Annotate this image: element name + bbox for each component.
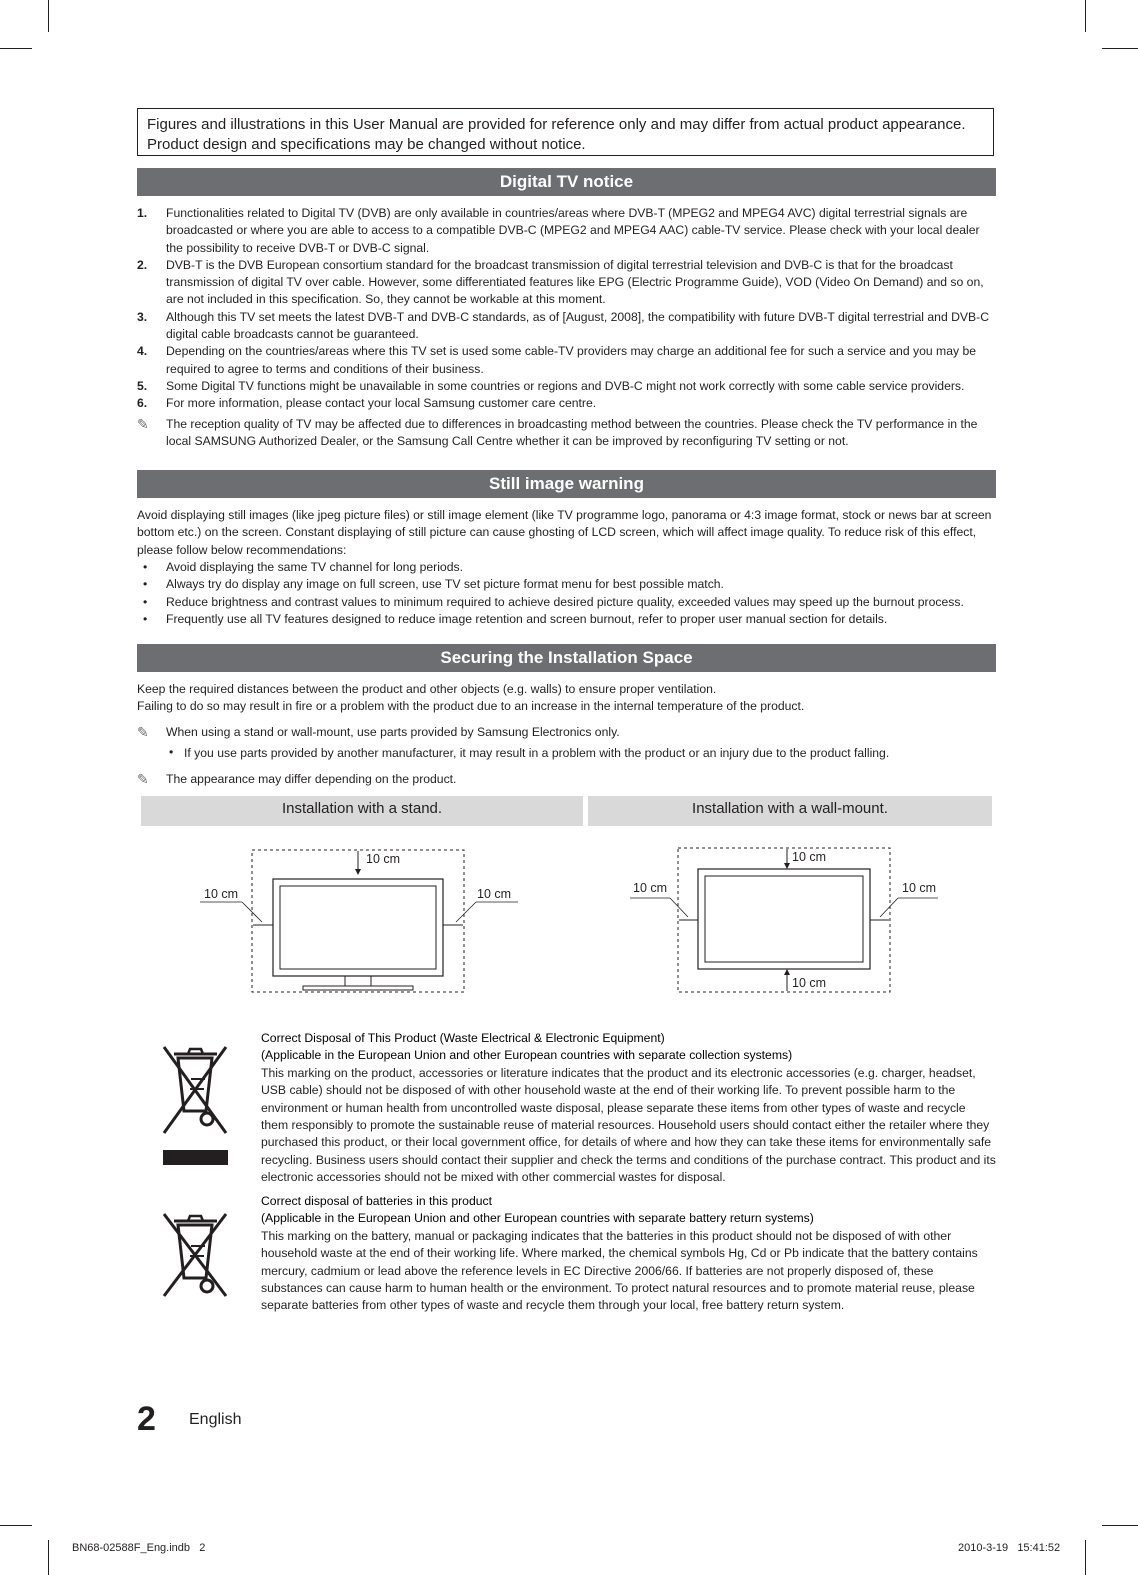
item-text: DVB-T is the DVB European consortium standard for the broadcast transmission of digital terrestrial television and DVB-C is that for the broadcast transmission of digital TV over cable. However, some differentiated features like EPG (Electric Programme Guide), VOD (Video On Demand) and so on, are not included in this specification. So, they cannot be workable at this moment. xyxy=(166,257,984,307)
item-text: For more information, please contact your local Samsung customer care centre. xyxy=(166,396,597,411)
weee-title: Correct Disposal of This Product (Waste Electrical & Electronic Equipment) xyxy=(261,1031,665,1045)
note-text: When using a stand or wall-mount, use parts provided by Samsung Electronics only. xyxy=(166,725,620,739)
crop-mark xyxy=(1102,48,1138,49)
pencil-note-icon: ✎ xyxy=(137,415,149,432)
list-item: • Always try do display any image on full screen, use TV set picture format menu for best possible match. xyxy=(137,576,997,593)
tv-frame xyxy=(273,879,443,976)
section-header-still-image: Still image warning xyxy=(137,470,996,498)
list-item xyxy=(137,343,992,378)
crossed-bin-icon xyxy=(160,1212,230,1297)
item-text: Although this TV set meets the latest DVB-T and DVB-C standards, as of [August, 2008], the compatibility with future DVB-T digital terrestrial and DVB-C digital cable broadcasts cannot be guaranteed. xyxy=(166,309,990,342)
disclaimer-line-1: Figures and illustrations in this User Manual are provided for reference only and may differ from actual product appearance. xyxy=(147,116,966,133)
crop-mark xyxy=(1085,0,1086,32)
item-number: 4. xyxy=(137,344,148,359)
item-text: Some Digital TV functions might be unavailable in some countries or regions and DVB-C might not work correctly with some cable service providers. xyxy=(166,378,965,393)
item-text: Depending on the countries/areas where this TV set is used some cable-TV providers may charge an additional fee for such a service and you may be required to agree to terms and conditions of their business. xyxy=(166,344,977,376)
item-number: 2. xyxy=(137,257,148,272)
install-line-2: Failing to do so may result in fire or a problem with the product due to an increase in the internal temperature of the product. xyxy=(137,699,805,713)
item-number: 1. xyxy=(137,206,148,220)
still-image-bullets xyxy=(137,559,997,629)
install-line-1: Keep the required distances between the product and other objects (e.g. walls) to ensure proper ventilation. xyxy=(137,682,717,696)
stand-installation-diagram xyxy=(200,845,530,995)
note-item xyxy=(137,416,992,451)
crop-mark xyxy=(1102,1525,1138,1526)
pencil-note-icon: ✎ xyxy=(137,724,149,740)
crop-mark xyxy=(48,0,49,32)
wall-install-header: Installation with a wall-mount. xyxy=(588,796,992,826)
install-note-1 xyxy=(137,724,620,741)
list-item xyxy=(137,205,992,257)
tv-stand-base xyxy=(303,986,413,990)
disclaimer-box xyxy=(137,108,994,156)
battery-title: Correct disposal of batteries in this product xyxy=(261,1194,492,1208)
footer-timestamp: 2010-3-19 15:41:52 xyxy=(958,1542,1061,1554)
weee-body: This marking on the product, accessories or literature indicates that the product and its electronic accessories (e.g. charger, headset, USB cable) should not be disposed of with other household waste at the end of their working life. To prevent possible harm to the environment or human health from uncontrolled waste disposal, please separate these items from other types of waste and recycle them responsibly to promote the sustainable reuse of material resources. Household users should contact either the retailer where they purchased this product, or their local government office, for details of where and how they can take these items for environmentally safe recycling. Business users should contact their supplier and check the terms and conditions of the purchase contract. This product and its electronic accessories should not be mixed with other commercial wastes for disposal. xyxy=(261,1065,996,1185)
battery-subtitle: (Applicable in the European Union and other European countries with separate battery return systems) xyxy=(261,1211,814,1226)
note-text: The reception quality of TV may be affected due to differences in broadcasting method between the countries. Please check the TV performance in the local SAMSUNG Authorized Dealer, or the Samsung Call Centre whether it can be improved by reconfiguring TV setting or not. xyxy=(166,416,978,448)
section-header-digital-tv: Digital TV notice xyxy=(137,168,996,196)
wall-top-distance: 10 cm xyxy=(792,850,827,864)
page-number: 2 xyxy=(137,1400,156,1438)
stand-left-distance: 10 cm xyxy=(204,887,239,901)
page-language: English xyxy=(189,1411,242,1428)
list-item: • Reduce brightness and contrast values to minimum required to achieve desired picture quality, exceeded values may speed up the burnout process. xyxy=(137,594,997,611)
section-header-installation: Securing the Installation Space xyxy=(137,644,996,672)
footer-file: BN68-02588F_Eng.indb 2 xyxy=(72,1542,206,1554)
wall-bottom-distance: 10 cm xyxy=(792,976,827,990)
tv-screen xyxy=(280,886,436,969)
tv-stand-neck xyxy=(345,976,371,986)
weee-section xyxy=(261,1030,996,1187)
note-text: The appearance may differ depending on the product. xyxy=(166,772,457,786)
crop-mark xyxy=(0,48,32,49)
list-item: • Avoid displaying the same TV channel for long periods. xyxy=(137,559,997,576)
list-item: • Frequently use all TV features designed to reduce image retention and screen burnout, refer to proper user manual section for details. xyxy=(137,611,997,628)
stand-right-distance: 10 cm xyxy=(477,887,512,901)
crop-mark xyxy=(48,1540,49,1575)
still-image-intro: Avoid displaying still images (like jpeg picture files) or still image element (like TV programme logo, panorama or 4:3 image format, stock or news bar at screen bottom etc.) on the screen. Constant displaying of still picture can cause ghosting of LCD screen, which will affect image quality. To reduce risk of this effect, please follow below recommendations: xyxy=(137,508,992,557)
weee-subtitle: (Applicable in the European Union and other European countries with separate collection systems) xyxy=(261,1048,793,1063)
crop-mark xyxy=(0,1525,32,1526)
pencil-note-icon: ✎ xyxy=(137,771,149,787)
install-sub-bullet: • If you use parts provided by another manufacturer, it may result in a problem with the product or an injury due to the product falling. xyxy=(166,745,889,762)
tv-frame xyxy=(698,869,870,969)
list-item xyxy=(137,378,992,395)
wall-left-distance: 10 cm xyxy=(633,881,668,895)
battery-section xyxy=(261,1193,996,1315)
list-item xyxy=(137,395,992,412)
digital-tv-list xyxy=(137,205,992,450)
item-text: Functionalities related to Digital TV (DVB) are only available in countries/areas where DVB-T (MPEG2 and MPEG4 AVC) digital terrestrial signals are broadcasted or where you are able to access to a compatible DVB-C (MPEG2 and MPEG4 AAC) cable-TV service. Please check with your local dealer the possibility to receive DVB-T or DVB-C signal. xyxy=(166,206,980,255)
install-note-2 xyxy=(137,771,456,788)
list-item xyxy=(137,257,992,309)
stand-install-header: Installation with a stand. xyxy=(141,796,583,826)
disclaimer-line-2: Product design and specifications may be changed without notice. xyxy=(147,136,586,153)
wall-installation-diagram xyxy=(630,845,940,995)
list-item xyxy=(137,309,992,344)
battery-body: This marking on the battery, manual or packaging indicates that the batteries in this product should not be disposed of with other household waste at the end of their working life. Where marked, the chemical symbols Hg, Cd or Pb indicate that the battery contains mercury, cadmium or lead above the reference levels in EC Directive 2006/66. If batteries are not properly disposed of, these substances can cause harm to human health or the environment. To protect natural resources and to promote material reuse, please separate batteries from other types of waste and recycle them through your local, free battery return system. xyxy=(261,1228,978,1313)
crossed-bin-icon xyxy=(160,1045,230,1167)
item-number: 6. xyxy=(137,396,148,411)
tv-screen xyxy=(705,876,863,962)
wall-right-distance: 10 cm xyxy=(902,881,937,895)
item-number: 5. xyxy=(137,378,148,393)
stand-top-distance: 10 cm xyxy=(366,852,401,866)
item-number: 3. xyxy=(137,309,148,324)
crop-mark xyxy=(1085,1540,1086,1575)
